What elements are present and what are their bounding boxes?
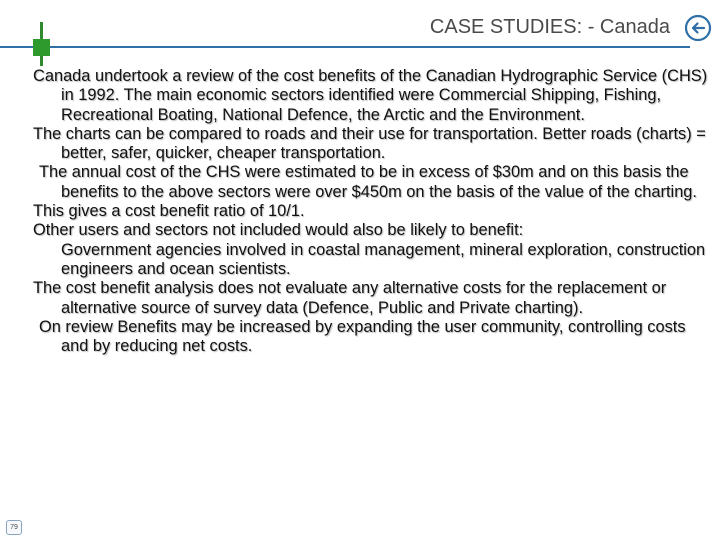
page-number: 79 bbox=[6, 520, 22, 535]
paragraph-on-review: On review Benefits may be increased by expanding the user community, controlling costs and by reducing net costs. bbox=[39, 317, 686, 356]
paragraph-ratio: This gives a cost benefit ratio of 10/1. bbox=[33, 202, 305, 221]
paragraph-review: Canada undertook a review of the cost benefits of the Canadian Hydrographic Service (CHS) in 1992. The main economic sectors identified were Commercial Shipping, Fishing, Recreational Boating, National Defence, the Arctic and the Environment. bbox=[33, 67, 708, 124]
paragraph-other-users: Other users and sectors not included would also be likely to benefit: bbox=[33, 221, 524, 240]
circle-arrow-left-icon bbox=[684, 14, 712, 42]
paragraph-agencies: Government agencies involved in coastal management, mineral exploration, construction engineers and ocean scientists. bbox=[61, 240, 706, 278]
back-button[interactable] bbox=[684, 14, 712, 42]
header-rule bbox=[0, 46, 690, 48]
slide-body bbox=[33, 67, 708, 356]
paragraph-annual-cost: The annual cost of the CHS were estimated to be in excess of $30m and on this basis the benefits to the above sectors were over $450m on the basis of the value of the charting. bbox=[39, 163, 697, 201]
page-title: CASE STUDIES: - Canada bbox=[429, 16, 670, 38]
paragraph-alternatives: The cost benefit analysis does not evaluate any alternative costs for the replacement or alternative source of survey data (Defence, Public and Private charting). bbox=[33, 279, 667, 317]
header-green-square bbox=[33, 39, 50, 56]
paragraph-roads: The charts can be compared to roads and their use for transportation. Better roads (charts) = better, safer, quicker, cheaper transportation. bbox=[33, 124, 706, 163]
